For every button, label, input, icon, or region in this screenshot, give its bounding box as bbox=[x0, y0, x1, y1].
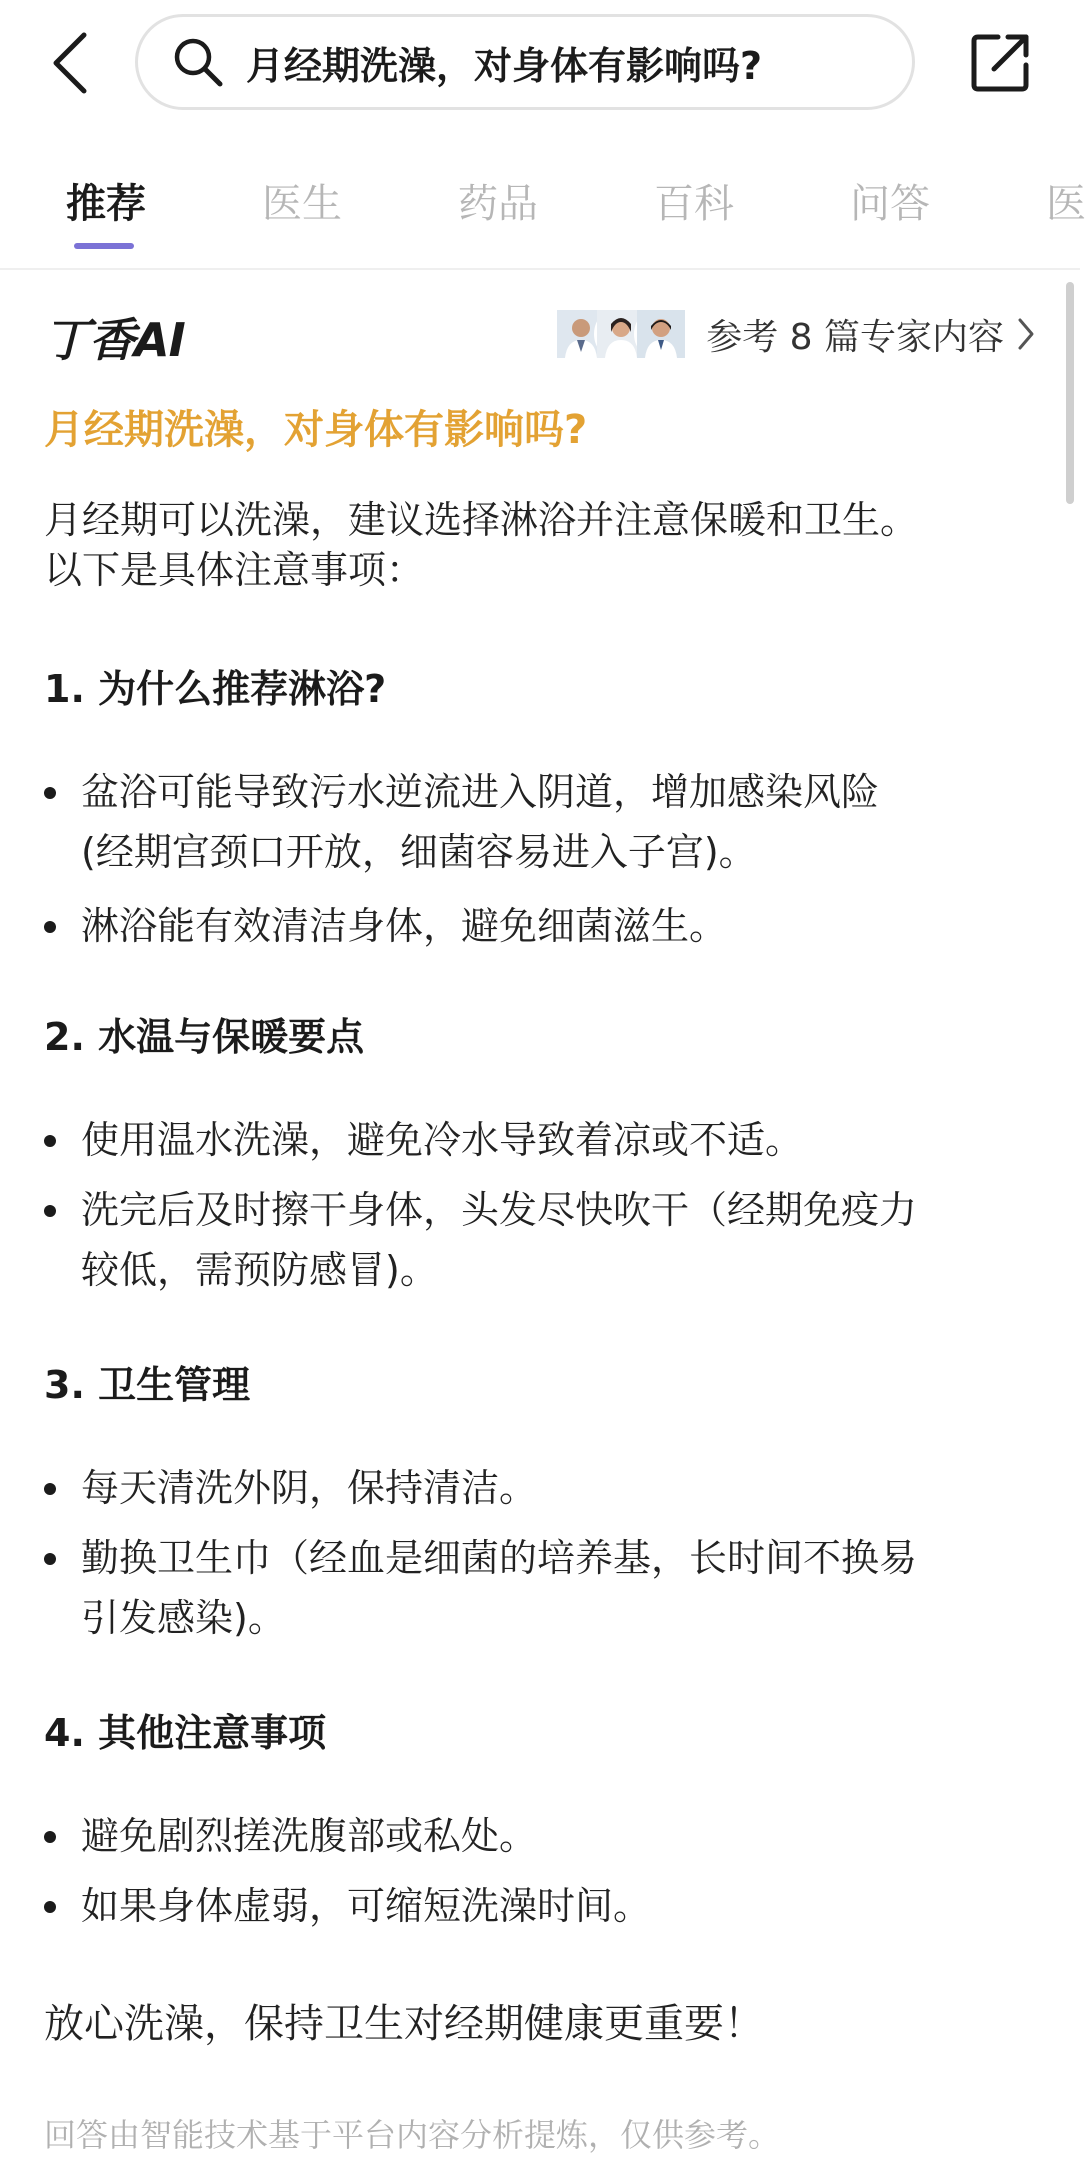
chevron-right-icon bbox=[1016, 314, 1040, 354]
list-item: 勤换卫生巾（经血是细菌的培养基，长时间不换易 引发感染)。 bbox=[44, 1528, 1034, 1648]
back-button[interactable] bbox=[40, 30, 100, 96]
share-button[interactable] bbox=[965, 28, 1035, 98]
references-count: 参考 8 篇专家内容 bbox=[706, 316, 1004, 358]
tab-doctor[interactable]: 医生 bbox=[262, 181, 342, 227]
tab-encyclopedia[interactable]: 百科 bbox=[654, 181, 734, 227]
list-item: 盆浴可能导致污水逆流进入阴道，增加感染风险 (经期宫颈口开放，细菌容易进入子宫)。 bbox=[44, 762, 1034, 882]
intro-line: 以下是具体注意事项： bbox=[44, 548, 425, 592]
tab-recommend[interactable]: 推荐 bbox=[66, 181, 146, 227]
expert-avatars bbox=[554, 307, 688, 361]
divider bbox=[0, 268, 1080, 270]
references-link[interactable] bbox=[554, 302, 1040, 366]
closing-remark: 放心洗澡，保持卫生对经期健康更重要！ bbox=[44, 2001, 764, 2047]
scrollbar[interactable] bbox=[1066, 282, 1074, 504]
search-icon bbox=[172, 36, 224, 88]
bullet-dot bbox=[44, 921, 56, 933]
tab-medicine[interactable]: 药品 bbox=[458, 181, 538, 227]
ai-logo: 丁香AI bbox=[44, 313, 185, 367]
list-item: 使用温水洗澡，避免冷水导致着凉或不适。 bbox=[44, 1110, 1034, 1170]
list-item: 洗完后及时擦干身体，头发尽快吹干（经期免疫力 较低，需预防感冒)。 bbox=[44, 1180, 1034, 1300]
active-tab-indicator bbox=[74, 243, 134, 249]
section-heading: 4. 其他注意事项 bbox=[44, 1711, 327, 1755]
search-box[interactable] bbox=[135, 14, 915, 110]
top-bar bbox=[0, 0, 1080, 130]
tab-qa[interactable]: 问答 bbox=[850, 181, 930, 227]
tab-more[interactable]: 医 bbox=[1046, 181, 1086, 227]
ai-answer-header bbox=[44, 298, 1040, 374]
chevron-left-icon bbox=[50, 31, 90, 95]
list-item: 每天清洗外阴，保持清洁。 bbox=[44, 1458, 1034, 1518]
category-tabs bbox=[0, 150, 1086, 270]
share-external-icon bbox=[968, 31, 1032, 95]
bullet-dot bbox=[44, 1135, 56, 1147]
intro-line: 月经期可以洗澡，建议选择淋浴并注意保暖和卫生。 bbox=[44, 498, 919, 542]
bullet-dot bbox=[44, 1901, 56, 1913]
section-heading: 1. 为什么推荐淋浴? bbox=[44, 667, 387, 711]
bullet-dot bbox=[44, 1553, 56, 1565]
ai-disclaimer: 回答由智能技术基于平台内容分析提炼，仅供参考。 bbox=[44, 2116, 781, 2154]
bullet-dot bbox=[44, 787, 56, 799]
expert-avatar bbox=[634, 307, 688, 361]
section-heading: 3. 卫生管理 bbox=[44, 1363, 251, 1407]
bullet-dot bbox=[44, 1205, 56, 1217]
list-item: 淋浴能有效清洁身体，避免细菌滋生。 bbox=[44, 896, 1034, 956]
bullet-dot bbox=[44, 1831, 56, 1843]
list-item: 如果身体虚弱，可缩短洗澡时间。 bbox=[44, 1876, 1034, 1936]
search-query[interactable]: 月经期洗澡，对身体有影响吗? bbox=[246, 43, 763, 88]
section-heading: 2. 水温与保暖要点 bbox=[44, 1015, 365, 1059]
answer-question-title: 月经期洗澡，对身体有影响吗? bbox=[44, 407, 588, 453]
bullet-dot bbox=[44, 1483, 56, 1495]
list-item: 避免剧烈搓洗腹部或私处。 bbox=[44, 1806, 1034, 1866]
